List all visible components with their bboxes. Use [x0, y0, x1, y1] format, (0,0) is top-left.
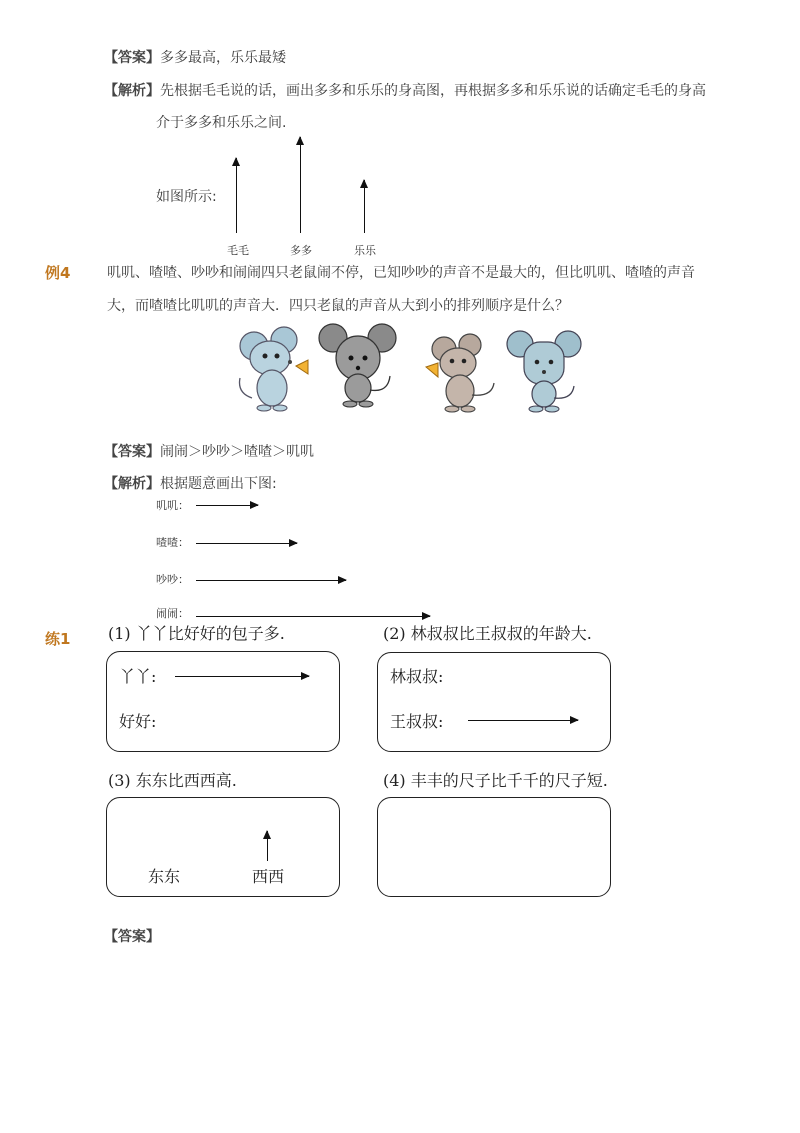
name-lele: 乐乐: [354, 244, 376, 257]
box3-left-label: 东东: [148, 867, 181, 886]
height-arrow-maomao: [236, 158, 237, 233]
practice-label: 练1: [45, 630, 71, 648]
mouse-illustration-4: [504, 322, 584, 414]
volume-arrow-zhazha: [196, 543, 297, 544]
question-1: (1) 丫丫比好好的包子多.: [108, 624, 285, 643]
box2-arrow-wang: [468, 720, 578, 721]
height-arrow-lele: [364, 180, 365, 233]
analysis-tag: 【解析】: [104, 476, 160, 492]
analysis-text-1: 先根据毛毛说的话，画出多多和乐乐的身高图，再根据多多和乐乐说的话确定毛毛的身高: [160, 83, 706, 99]
name-maomao: 毛毛: [227, 244, 249, 257]
analysis-text-2: 介于多多和乐乐之间.: [156, 115, 287, 131]
mouse-illustration-1: [232, 318, 312, 413]
row-label-chaochao: 吵吵：: [156, 573, 189, 586]
box1-arrow-yaya: [175, 676, 309, 677]
analysis-text-3: 根据题意画出下图:: [160, 476, 277, 492]
row-label-zhazha: 喳喳：: [156, 536, 189, 549]
box3-arrow-xixi: [267, 831, 268, 861]
box1-row1-label: 丫丫:: [119, 667, 157, 686]
answer-text: 多多最高，乐乐最矮: [160, 50, 286, 66]
analysis-line-3: [104, 473, 277, 493]
answer-tag: 【答案】: [104, 444, 160, 460]
answer-line-1: [104, 47, 286, 67]
row-label-jiji: 叽叽：: [156, 499, 189, 512]
height-arrow-duoduo: [300, 137, 301, 233]
question-3: (3) 东东比西西高.: [108, 771, 237, 790]
box2-row1-label: 林叔叔:: [390, 667, 444, 686]
example-text-2: 大，而喳喳比叽叽的声音大．四只老鼠的声音从大到小的排列顺序是什么？: [107, 298, 569, 314]
example-text-1: 叽叽、喳喳、吵吵和闹闹四只老鼠闹不停，已知吵吵的声音不是最大的，但比叽叽、喳喳的声音: [107, 265, 695, 281]
analysis-tag: 【解析】: [104, 83, 160, 99]
mouse-illustration-3: [422, 325, 498, 413]
figure-label: 如图所示:: [156, 189, 217, 205]
volume-arrow-chaochao: [196, 580, 346, 581]
answer-tag: 【答案】: [104, 50, 160, 66]
box3-right-label: 西西: [252, 867, 285, 886]
row-label-naonao: 闹闹：: [156, 607, 189, 620]
volume-arrow-jiji: [196, 505, 258, 506]
name-duoduo: 多多: [290, 244, 312, 257]
analysis-line-1: [104, 80, 706, 100]
mouse-illustration-2: [318, 318, 398, 410]
answer-line-2: [104, 441, 314, 461]
example-label: 例4: [45, 264, 71, 282]
answer-line-3: [104, 926, 160, 946]
volume-arrow-naonao: [196, 616, 430, 617]
answer-text: 闹闹＞吵吵＞喳喳＞叽叽: [160, 444, 314, 460]
answer-tag: 【答案】: [104, 929, 160, 945]
question-2: (2) 林叔叔比王叔叔的年龄大.: [383, 624, 592, 643]
answer-box-3[interactable]: [106, 797, 340, 897]
answer-box-4[interactable]: [377, 797, 611, 897]
box2-row2-label: 王叔叔:: [390, 712, 444, 731]
box1-row2-label: 好好:: [119, 712, 157, 731]
question-4: (4) 丰丰的尺子比千千的尺子短.: [383, 771, 608, 790]
